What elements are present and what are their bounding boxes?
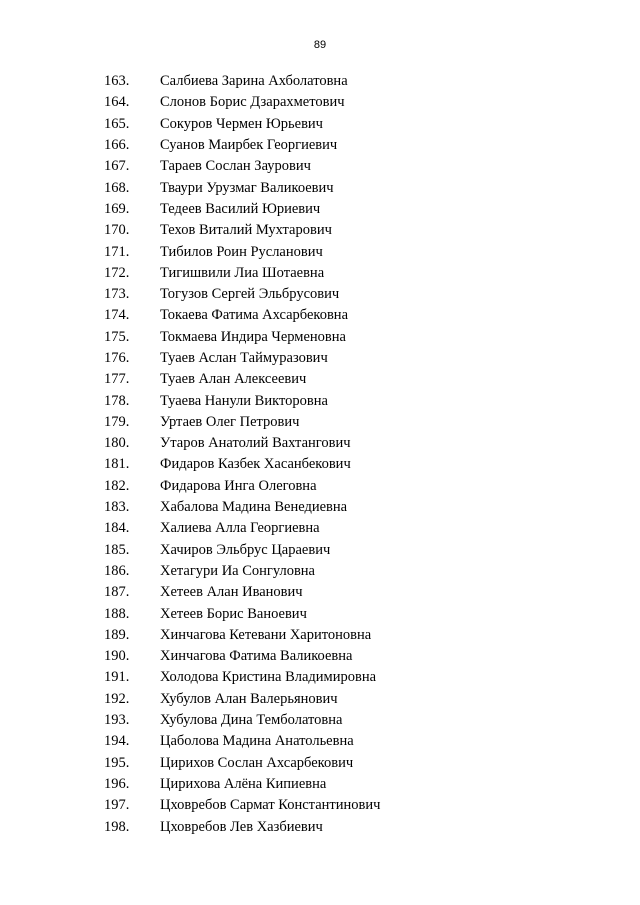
list-item-number: 165. — [104, 115, 130, 132]
list-item-name: Туаева Нанули Викторовна — [160, 392, 328, 409]
list-item — [104, 454, 380, 475]
list-item — [104, 156, 380, 177]
list-item-number: 184. — [104, 520, 130, 537]
list-item-number: 169. — [104, 200, 130, 217]
list-item-name: Хетагури Иа Сонгуловна — [160, 562, 315, 579]
list-item-name: Хинчагова Кетевани Харитоновна — [160, 626, 372, 643]
list-item-number: 193. — [104, 712, 130, 729]
list-item-name: Хетеев Алан Иванович — [160, 584, 303, 601]
list-item — [104, 390, 380, 411]
list-item-name: Цховребов Лев Хазбиевич — [160, 818, 323, 835]
list-item-name: Тедеев Василий Юриевич — [160, 200, 321, 217]
list-item-number: 178. — [104, 392, 130, 409]
list-item-name: Цирихова Алёна Кипиевна — [160, 775, 327, 792]
list-item-number: 175. — [104, 328, 130, 345]
list-item-number: 183. — [104, 499, 130, 516]
list-item-name: Цховребов Сармат Константинович — [160, 797, 381, 814]
list-item-number: 190. — [104, 648, 130, 665]
list-item-number: 187. — [104, 584, 130, 601]
list-item — [104, 689, 380, 710]
list-item-name: Тваури Урузмаг Валикоевич — [160, 179, 334, 196]
list-item-number: 189. — [104, 626, 130, 643]
list-item — [104, 263, 380, 284]
list-item — [104, 774, 380, 795]
list-item-name: Токмаева Индира Черменовна — [160, 328, 346, 345]
list-item — [104, 241, 380, 262]
list-item-number: 172. — [104, 264, 130, 281]
list-item-name: Токаева Фатима Ахсарбековна — [160, 307, 349, 324]
list-item-number: 182. — [104, 477, 130, 494]
list-item — [104, 199, 380, 220]
list-item — [104, 710, 380, 731]
list-item — [104, 369, 380, 390]
list-item — [104, 753, 380, 774]
list-item — [104, 305, 380, 326]
list-item-name: Уртаев Олег Петрович — [160, 413, 300, 430]
list-item-number: 176. — [104, 350, 130, 366]
list-item-number: 173. — [104, 286, 130, 303]
list-item-name: Салбиева Зарина Ахболатовна — [160, 73, 348, 90]
list-item-number: 192. — [104, 690, 130, 707]
list-item — [104, 412, 380, 433]
list-item-number: 185. — [104, 541, 130, 558]
list-item-number: 197. — [104, 797, 130, 814]
list-item-name: Тараев Сослан Заурович — [160, 158, 311, 175]
list-item-number: 186. — [104, 562, 130, 579]
list-item-name: Хетеев Борис Ваноевич — [160, 605, 307, 622]
list-item — [104, 476, 380, 497]
list-item-name: Хубулова Дина Темболатовна — [160, 712, 343, 729]
list-item-name: Хачиров Эльбрус Цараевич — [160, 541, 331, 558]
list-item-number: 168. — [104, 179, 130, 196]
list-item-number: 198. — [104, 818, 130, 835]
list-item-name: Техов Виталий Мухтарович — [160, 222, 332, 239]
list-item-name: Суанов Маирбек Георгиевич — [160, 137, 338, 154]
list-item-number: 166. — [104, 137, 130, 154]
list-item-name: Тибилов Роин Русланович — [160, 243, 323, 260]
list-item — [104, 327, 380, 348]
list-item-number: 167. — [104, 158, 130, 175]
list-item-name: Фидарова Инга Олеговна — [160, 477, 317, 494]
list-item-name: Туаев Алан Алексеевич — [160, 371, 307, 388]
list-item — [104, 497, 380, 518]
list-item — [104, 816, 380, 837]
list-item-name: Халиева Алла Георгиевна — [160, 520, 320, 537]
list-item — [104, 625, 380, 646]
list-item — [104, 667, 380, 688]
list-item — [104, 603, 380, 624]
list-item-name: Цаболова Мадина Анатольевна — [160, 733, 354, 750]
list-item — [104, 646, 380, 667]
list-item — [104, 731, 380, 752]
list-item — [104, 433, 380, 454]
list-item-name: Сокуров Чермен Юрьевич — [160, 115, 323, 132]
list-item-number: 181. — [104, 456, 130, 473]
list-item-number: 196. — [104, 775, 130, 792]
list-item-name: Холодова Кристина Владимировна — [160, 669, 377, 686]
list-item — [104, 348, 380, 369]
list-item-number: 188. — [104, 605, 130, 622]
list-item-number: 163. — [104, 73, 130, 90]
list-item-name: Тигишвили Лиа Шотаевна — [160, 264, 325, 281]
list-item-number: 164. — [104, 94, 130, 111]
list-item-number: 174. — [104, 307, 130, 324]
list-item-number: 170. — [104, 222, 130, 239]
list-item — [104, 92, 380, 113]
list-item-name: Тогузов Сергей Эльбрусович — [160, 286, 340, 303]
list-item-number: 179. — [104, 413, 130, 430]
list-item-name: Хабалова Мадина Венедиевна — [160, 499, 348, 516]
list-item-name: Утаров Анатолий Вахтангович — [160, 435, 351, 452]
list-item — [104, 518, 380, 539]
list-item-number: 194. — [104, 733, 130, 750]
list-item-name: Цирихов Сослан Ахсарбекович — [160, 754, 354, 771]
list-item-name: Фидаров Казбек Хасанбекович — [160, 456, 351, 473]
list-item-number: 171. — [104, 243, 130, 260]
list-item-number: 191. — [104, 669, 130, 686]
list-item-name: Туаев Аслан Таймуразович — [160, 350, 328, 366]
list-item — [104, 582, 380, 603]
list-item — [104, 220, 380, 241]
list-item — [104, 561, 380, 582]
list-item — [104, 135, 380, 156]
list-item-number: 180. — [104, 435, 130, 452]
list-item — [104, 284, 380, 305]
list-item — [104, 795, 380, 816]
list-item — [104, 71, 380, 92]
list-item-name: Слонов Борис Дзарахметович — [160, 94, 345, 111]
list-item-number: 195. — [104, 754, 130, 771]
list-item — [104, 540, 380, 561]
name-list — [104, 71, 380, 838]
list-item — [104, 114, 380, 135]
list-item-number: 177. — [104, 371, 130, 388]
list-item-name: Хинчагова Фатима Валикоевна — [160, 648, 353, 665]
page-number: 89 — [313, 39, 327, 51]
list-item — [104, 177, 380, 198]
list-item-name: Хубулов Алан Валерьянович — [160, 690, 338, 707]
